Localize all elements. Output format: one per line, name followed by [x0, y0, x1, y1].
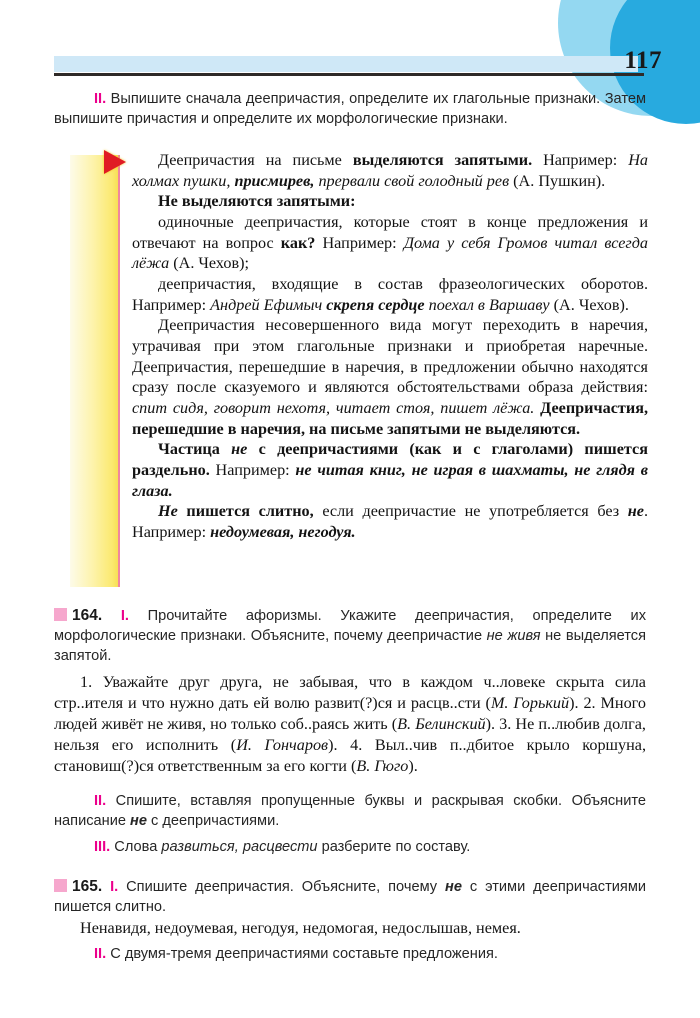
exercise-165-number: 165.: [72, 878, 103, 895]
exercise-164-task-i-a: Прочитайте афоризмы. Укажите деепричастия, определите их морфологические признаки. Объясните, почему деепричастие: [54, 608, 646, 644]
exercise-164-roman-i: I.: [120, 608, 129, 624]
rule-paragraph-7: Не пишется слитно, если деепричастие не употребляется без не. Например: недоумевая, негодуя.: [132, 502, 649, 541]
exercise-164-heading: [54, 605, 646, 667]
rule-paragraph-3: одиночные деепричастия, которые стоят в конце предложения и отвечают на вопрос как? Например: Дома у себя Громов читал всегда лёжа (А. Чехов);: [132, 212, 648, 273]
exercise-165-heading: 165. I. Спишите деепричастия. Объясните, почему не с этими деепричастиями пишется слитно.: [54, 878, 647, 915]
rule-paragraph-1: Деепричастия на письме выделяются запятыми. Например: На холмах пушки, присмирев, прервали свой голодный рев (А. Пушкин).: [132, 151, 648, 190]
exercise-164-task-i-c: не выделяется запятой.: [54, 627, 647, 664]
rule-paragraph-6: Частица не с деепричастиями (как и с глаголами) пишется раздельно. Например: не читая книг, не играя в шахматы, не глядя в глаза.: [132, 440, 648, 500]
exercise-bullet-square-icon: [54, 608, 67, 621]
exercise-165-roman-ii: II.: [94, 946, 107, 962]
intro-roman-numeral: II.: [94, 91, 107, 107]
exercise-165-word-list: Ненавидя, недоумевая, негодуя, недомогая, недослышав, немея.: [80, 919, 521, 937]
exercise-165-task-ii: II. С двумя-тремя деепричастиями составьте предложения.: [94, 946, 498, 962]
exercise-164-number: 164.: [72, 607, 103, 624]
exercise-164-task-i-italic: не живя: [486, 627, 541, 644]
exercise-164-task-ii: II. Спишите, вставляя пропущенные буквы и раскрывая скобки. Объясните написание не с деепричастиями.: [54, 793, 646, 829]
header-accent-bar: [54, 56, 638, 72]
rule-pointer-triangle-icon: [104, 150, 126, 174]
exercise-165-roman-i: I.: [110, 879, 119, 895]
intro-text: Выпишите сначала деепричастия, определите их глагольные признаки. Затем выпишите причастия и определите их морфологические признаки.: [54, 91, 646, 127]
rule-paragraph-4: деепричастия, входящие в состав фразеологических оборотов. Например: Андрей Ефимыч скрепя сердце поехал в Варшаву (А. Чехов).: [132, 274, 648, 314]
exercise-164-sentences: 1. Уважайте друг друга, не забывая, что в каждом ч..ловеке скрыта сила стр..ителя и что нужно дать ей волю развит(?)ся и расцв..сти (М. Горький). 2. Много людей живёт не живя, но только соб..раясь жить (В. Белинский). 3. Не п..любив долга, нельзя его исполнить (И. Гончаров). 4. Выл..чив п..дбитое крыло коршуна, становиш(?)ся ответственным за его когти (В. Гюго).: [54, 673, 646, 775]
header-divider-rule: [54, 73, 644, 76]
rule-box-yellow-band: [70, 155, 120, 587]
rule-paragraph-2: Не выделяются запятыми:: [158, 192, 356, 211]
exercise-bullet-square-icon: [54, 879, 67, 892]
exercise-164-roman-ii: II.: [94, 793, 107, 809]
rule-paragraph-5: Деепричастия несовершенного вида могут переходить в наречия, утрачивая при этом глагольные признаки и приобретая наречные. Деепричастия, перешедшие в наречия, в предложении обычно находятся сразу после сказуемого и являются обстоятельствами образа действия: спит сидя, говорит нехотя, читает стоя, пишет лёжа. Деепричастия, перешедшие в наречия, на письме запятыми не выделяются.: [132, 316, 648, 438]
rule-box-text: [132, 150, 648, 542]
exercise-164-task-iii: III. Слова развиться, расцвести разберите по составу.: [94, 839, 471, 855]
intro-paragraph: [54, 90, 646, 130]
exercise-164-roman-iii: III.: [94, 839, 111, 855]
page-header-decoration: [0, 0, 700, 92]
page-number: 117: [624, 47, 662, 74]
